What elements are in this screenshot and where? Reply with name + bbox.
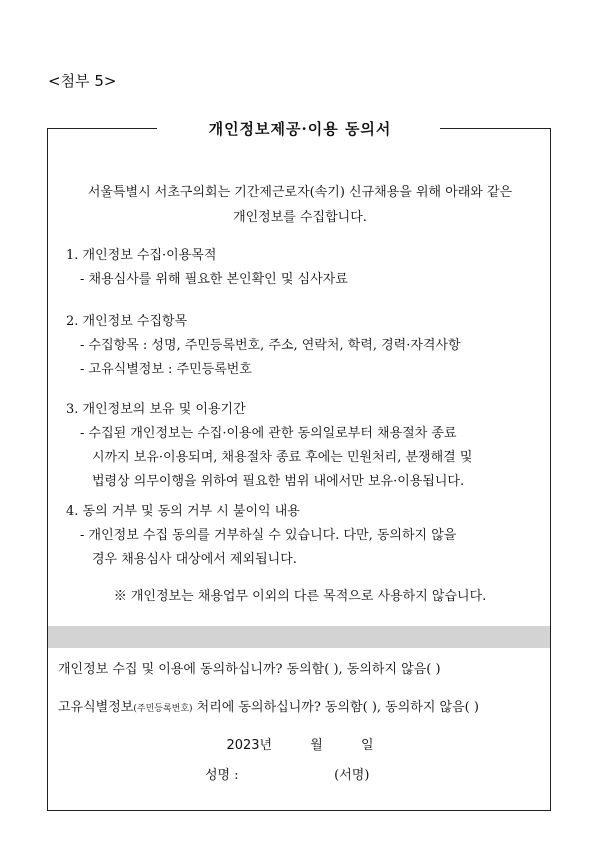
signature-label: 성명 : [205, 768, 239, 783]
section-bullet: - 고유식별정보 : 주민등록번호 [80, 362, 252, 377]
section-bullet: - 채용심사를 위해 필요한 본인확인 및 심사자료 [80, 272, 348, 287]
attachment-label: <첨부 5> [48, 72, 117, 90]
section-refusal [66, 500, 536, 572]
consent-q2-prefix: 고유식별정보 [58, 700, 134, 715]
section-bullet-continued: 법령상 의무이행을 위하여 필요한 범위 내에서만 보유·이용됩니다. [92, 474, 465, 489]
consent-question-collection: 개인정보 수집 및 이용에 동의하십니까? 동의함( ), 동의하지 않음( ) [58, 662, 441, 677]
consent-q2-small: (주민등록번호) [133, 704, 193, 714]
date-month: 월 [310, 738, 323, 753]
section-heading: 3. 개인정보의 보유 및 이용기간 [66, 402, 246, 417]
consent-question-unique-id [58, 696, 479, 715]
consent-q2-suffix: 처리에 동의하십니까? 동의함( ), 동의하지 않음( ) [192, 700, 479, 715]
intro-line: 서울특별시 서초구의회는 기간제근로자(속기) 신규채용을 위해 아래와 같은 [87, 185, 513, 200]
date-line [0, 734, 600, 753]
section-retention [66, 398, 536, 494]
date-year: 2023년 [226, 738, 273, 753]
section-heading: 4. 동의 거부 및 동의 거부 시 불이익 내용 [66, 504, 300, 519]
section-bullet: - 수집된 개인정보는 수집·이용에 관한 동의일로부터 채용절차 종료 [80, 426, 457, 441]
date-day: 일 [360, 738, 374, 753]
signature-line [205, 764, 369, 783]
gray-separator-band [48, 626, 550, 648]
section-heading: 1. 개인정보 수집·이용목적 [66, 248, 217, 263]
usage-note: ※ 개인정보는 채용업무 이외의 다른 목적으로 사용하지 않습니다. [113, 589, 487, 604]
section-purpose [66, 244, 536, 292]
signature-seal: (서명) [334, 768, 370, 783]
section-heading: 2. 개인정보 수집항목 [66, 314, 188, 329]
form-title [0, 118, 600, 139]
form-title-text: 개인정보제공·이용 동의서 [195, 120, 406, 138]
section-bullet: - 개인정보 수집 동의를 거부하실 수 있습니다. 다만, 동의하지 않을 [80, 528, 457, 543]
section-bullet-continued: 경우 채용심사 대상에서 제외됩니다. [92, 552, 297, 567]
intro-paragraph [60, 180, 540, 230]
section-bullet-continued: 시까지 보유·이용되며, 채용절차 종료 후에는 민원처리, 분쟁해결 및 [92, 450, 473, 465]
intro-line: 개인정보를 수집합니다. [233, 210, 367, 225]
section-bullet: - 수집항목 : 성명, 주민등록번호, 주소, 연락처, 학력, 경력·자격사항 [80, 338, 461, 353]
section-items [66, 310, 536, 382]
